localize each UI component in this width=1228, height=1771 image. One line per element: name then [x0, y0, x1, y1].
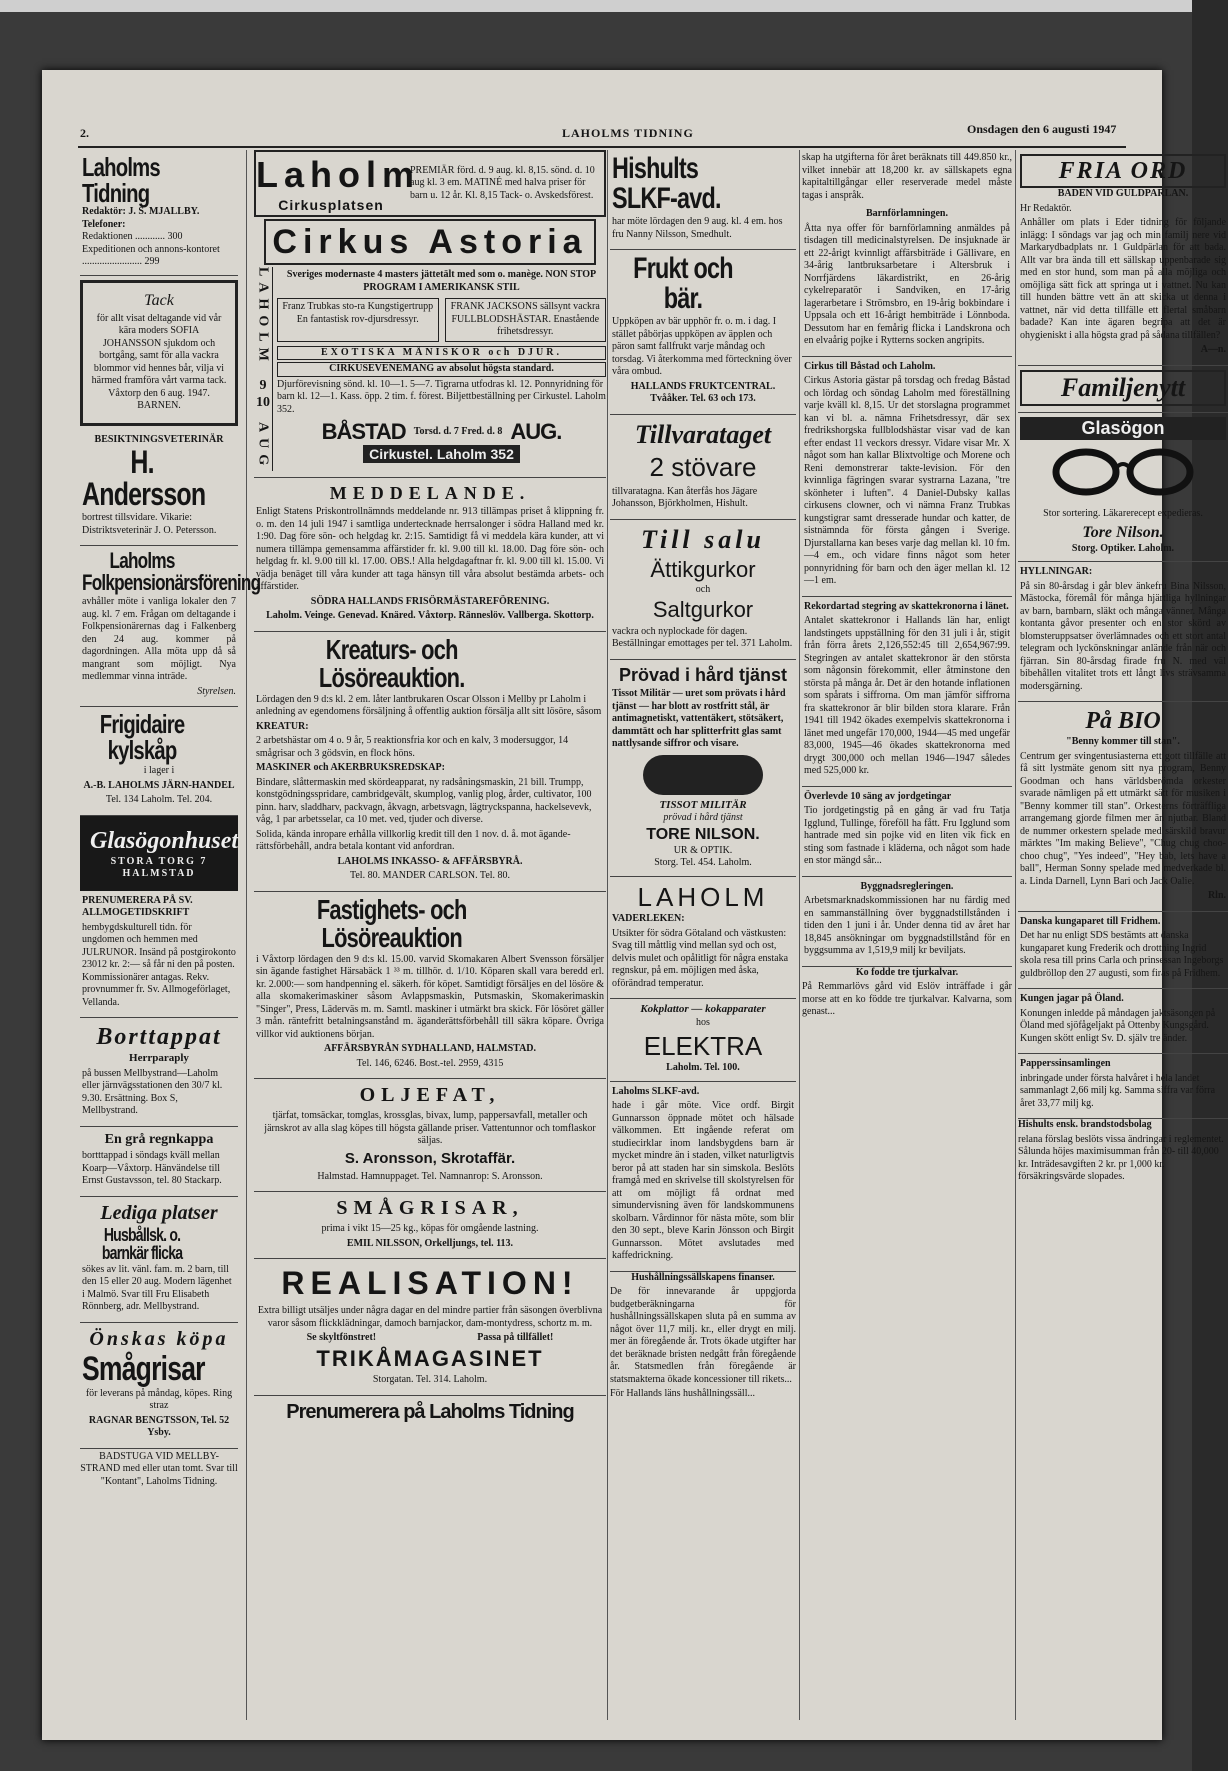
pension-ad — [80, 546, 261, 707]
column-4 — [802, 150, 1012, 1021]
lost-title: Borttappat — [96, 1024, 222, 1050]
skap-text: skap ha utgifterna för året beräknats till 449.850 kr., vilket innebär att 18,200 kr. av sällskapets egna kapitaltillgångar eller reserverade medel måste tagas i anspråk. — [802, 152, 1012, 201]
pabio-title: På BIO — [1085, 708, 1161, 735]
column-1 — [80, 150, 261, 1490]
smagrisar-title: SMÅGRISAR, — [336, 1197, 524, 1220]
familjenytt-head — [1018, 366, 1228, 414]
medd-sign: SÖDRA HALLANDS FRISÖRMÄSTAREFÖRENING. — [310, 595, 550, 607]
hush-title: Hushållningssällskapens finanser. — [631, 1271, 775, 1283]
hyll-text: På sin 80-årsdag i går blev änkefru Bina Nilsson, Mästocka, föremål för många hjärtliga hyllningar av barn, barnbarn, släkt och många vänner. Många kontanta gåvor presenter och en stor skörd av blomsteruppsatser överlämnades och ett stort antal telegram och lyckönskningar anlände från när och fjärran. Sin 80-årsdag firade fru N. med väl bibehållen vitalitet trots ett långt livs strävsamma modersgärning. — [1020, 580, 1226, 692]
barn-article — [802, 204, 1012, 357]
editor-line: Redaktör: J. S. MJALLBY. — [82, 206, 200, 217]
laholm-block — [256, 152, 421, 215]
oljefat-ad — [254, 1079, 606, 1192]
baden-sign: A—n. — [1200, 344, 1226, 355]
fast-text: i Våxtorp lördagen den 9 d:s kl. 15.00. varvid Skomakaren Albert Svensson försäljer sin ägande fastighet Härsabäck 1 ³³ m. tillhör. d. 1/10. Köparen skall vara beredd erl. kr. 2.000:— som handpenning el. säkerh. för köpet. Samtidigt försäljes en del lösöre & alla skomakerimaskiner såsom Avlappsmaskin, Putsmaskin, Skomakerimaskin "Singer", Press, Läderväs m. m. Samtl. maskiner i utmärkt bra skick. För lösöret gäller 3 mån. räntefritt betalningsanstånd m. äganderättsförbehåll till säkra köpare. Övriga villkor vid auktionens början. — [256, 953, 604, 1040]
real-pass: Passa på tillfället! — [477, 1332, 554, 1344]
djur-text: Djurförevisning sönd. kl. 10—1. 5—7. Tigrarna utfodras kl. 12. Ponnyridning för barn kl. 12—1. Kass. öpp. 2 tim. f. förest. Biljettbeställning per Cirkustel. Laholm 352. — [277, 378, 606, 415]
glas-title: Glasögonhuset — [90, 827, 239, 854]
ko-text: På Remmarlövs gård vid Eslöv inträffade i går morse att en ko födde tre tjurkalvar. Kalvarna, som genast... — [802, 981, 1012, 1017]
vader-title: VADERLEKEN: — [612, 913, 685, 925]
hish-text: relana förslag beslöts vissa ändringar i reglementet. Sålunda höjes maximisumman från 20- till 40,000 kr. Inträdesavgiften 2 kr. pr 1,000 kr. försäkringsvärde slopades. — [1018, 1133, 1224, 1183]
issue-date: Onsdagen den 6 augusti 1947 — [967, 122, 1117, 136]
smag-text: för leverans på måndag, köpes. Ring straz — [85, 1387, 233, 1412]
cirkustel: Cirkustel. Laholm 352 — [363, 445, 520, 463]
kreatur-ad — [254, 632, 606, 892]
astoria-body — [254, 267, 606, 471]
pension-text: avhåller möte i vanliga lokaler den 7 aug. kl. 7 em. Frågan om deltagande i Folkpensionärernas dag i Falkenberg den 24 aug. kommer på dagordningen. Alla möta upp då så mangrant som möjligt. Nya medlemmar vinna inträde. — [82, 596, 236, 682]
hush-article — [610, 1272, 796, 1401]
real-title: REALISATION! — [281, 1265, 579, 1302]
fast-title: Fastighets- och Lösöreauktion — [316, 893, 467, 953]
stovare-text: tillvaratagna. Kan återfås hos Jägare Johansson, Björkholmen, Hishult. — [612, 485, 758, 509]
fast-sign: AFFÄRSBYRÅN SYDHALLAND, HALMSTAD. — [323, 1043, 537, 1055]
acts-row — [277, 296, 606, 344]
stovare: 2 stövare — [649, 452, 757, 482]
fastighets-ad — [254, 892, 606, 1080]
fam-title: Familjenytt — [1020, 370, 1226, 407]
hish-title: Hishults ensk. brandstodsbolag — [1018, 1119, 1152, 1131]
column-rule — [246, 150, 247, 1720]
cirkusevenemang: CIRKUSEVENEMANG av absolut högsta standard. — [277, 362, 606, 377]
papper-article — [1018, 1054, 1228, 1119]
cirkus-article — [802, 357, 1012, 597]
kung-title: Kungen jagar på Öland. — [1020, 993, 1124, 1005]
baden-title: BADEN VID GULDPARLAN. — [1057, 188, 1189, 199]
laholm-title: Laholm — [256, 154, 421, 195]
stor-text: Stor sortering. Läkarerecept expedieras. — [1043, 508, 1203, 520]
astoria-program — [273, 267, 606, 471]
bastad: BÅSTAD — [321, 419, 406, 444]
hush-text2: För Hallands läns hushållningssäll... — [610, 1388, 755, 1399]
onskas-title: Önskas köpa — [89, 1327, 229, 1350]
tissot-sub: prövad i hård tjänst — [663, 812, 743, 824]
page-number: 2. — [80, 126, 89, 140]
slkf-title: Laholms SLKF-avd. — [612, 1085, 700, 1097]
newspaper-page — [42, 70, 1226, 1740]
till-title: Tillvarataget — [634, 419, 772, 449]
barn-title: Barnförlamningen. — [866, 208, 948, 219]
premiar-text: PREMIÄR förd. d. 9 aug. kl. 8,15. sönd. d. 10 aug kl. 3 em. MATINÉ med halva priser för barn u. 12 år. Kl. 8,15 Tack- o. Avskedsförest. — [410, 164, 595, 201]
smagrisar-ad-col1 — [80, 1323, 238, 1449]
laholm-weather-title: LAHOLM — [637, 881, 769, 912]
real-sky: Se skyltfönstret! — [306, 1332, 377, 1344]
mask-list: Bindare, slåttermaskin med skördeapparat, ny radsåningsmaskin, 21 bill. Trumpp, konstgödningsspridare, cambridgevält, skumplog, vanlig plog, årder, cultivator, 100 pinn. harv, sladdharv, packvagn, åkvagn, arbetsvagn, lägtryckspanna, hackelsevevk, våg, 1 par arbetsselar, ca 10 met. ved, tjuder och diverse. — [256, 776, 592, 826]
lost-sub: Herrparaply — [129, 1052, 189, 1064]
sv-title: PRENUMERERA PÅ SV. ALLMOGETIDSKRIFT — [82, 894, 193, 918]
slkf-text: hade i går möte. Vice ordf. Birgit Gunnarsson öppnade mötet och hälsade välkommen. Ett ingående referat om studiecirklar inom landsbygdens barn är mycket mindre än i staden, vilket naturligtvis beror på att staden har sin simskola. Beslöts framgå med en skrivelse till skolstyrelsen för att om möjligt få ordnat med simundervisning även för landskommunens skolbarn. Vårdinnor för nästa möte, som blir den 30 sept., bleve Karin Jönsson och Birgit Gunnarsson. Mötet avslutades med kaffedrickning. — [612, 1100, 794, 1261]
cirkus-text: Cirkus Astoria gästar på torsdag och fredag Båstad och lördag och söndag Laholm med föreställning varje kväll kl. 8,15. Ur det storslagna programmet kan vi bl. a. nämna Frihetsdressyr, där sex fredrikshorgska fullblodshästar visar vad de kan efter endast 11 veckors dressyr. Vidare visar Mr. X något som han kallar Blixtvoltige och Morene och Reni demonstrerar takte-levision. För den kvinnliga fägringen svarar systrarna Lazana, "tre skönheter i luften". 4 Daniel-Dubsky kallas cirkusens clowner, och vi nämna Franz Trubkas kungstigrar samt dresserade hundar och katter, de sistnämnda för första gången i Sverige. Djurstallarna kan beses varje dag mellan kl. 10 fm.—4 em., och vidare finns något som heter ponnyridning för barn och den äger mellan kl. 12 —1 em. — [804, 375, 1010, 586]
vader-text: Utsikter för södra Götaland och västkusten: Svag till måttlig vind mellan syd och ost, delvis mulet och opålitligt för några enstaka regnskur, på em. möjligen med åska, oförändrad temperatur. — [612, 927, 789, 989]
medd-places: Laholm. Veinge. Genevad. Knäred. Våxtorp. Ränneslöv. Vallberga. Skottorp. — [266, 610, 594, 622]
vader-ad — [610, 877, 796, 1000]
bio-sign: Rln. — [1207, 890, 1226, 902]
vet-name: H. Andersson — [82, 444, 206, 512]
barn-text: Åtta nya offer för barnförlamning anmäldes på tisdagen till medicinalstyrelsen. De insjuknade är ett 22-årigt kvinnligt affärsbiträde i Gällivare, en 34-årig lantbruksarbetare i Altersbruk i Norrfjärdens läkardistrikt, en 26-årig cykelreparatör i Sandviken, en 17-årig lagerarbetare i Strömsbro, en 19-årig bokbindare i Uppsala och ett 16-årigt hembiträde i Lönnboda. Dessutom har en femårig flicka i Landskrona och en elvaårig pojke i Rytterns socken angripits. — [804, 222, 1010, 346]
fria-ord-section — [1018, 150, 1228, 366]
frig-firm: A.-B. LAHOLMS JÄRN-HANDEL — [83, 779, 235, 791]
column-rule — [799, 150, 800, 1720]
smag-name: RAGNAR BENGTSSON, Tel. 52 Ysby. — [88, 1414, 230, 1439]
cirkus-title: Cirkus till Båstad och Laholm. — [804, 360, 936, 372]
kreatur-head: KREATUR: — [256, 720, 309, 732]
side-days: 9 10 — [256, 377, 270, 411]
salt: Saltgurkor — [652, 597, 754, 622]
frukt-text: Uppköpen av bär upphör fr. o. m. i dag. I stället påbörjas uppköpen av äpplen och päron samt fallfrukt varje måndag och torsdag. Vi återkomma med förteckning över våra ombud. — [612, 316, 792, 377]
vet-text: bortrest tillsvidare. Vikarie: Distriktsveterinär J. O. Petersson. — [82, 512, 217, 536]
frigidaire-ad — [80, 707, 238, 816]
watch-image — [643, 755, 763, 795]
tore-tel: Storg. Tel. 454. Laholm. — [654, 857, 752, 869]
bastad-row — [277, 418, 606, 446]
husb-title: Husbållsk. o. barnkär flicka — [101, 1224, 183, 1263]
kappa-text: bortttappad i söndags kväll mellan Koarp—Våxtorp. Hänvändelse till Ernst Gustavsson, tel. 80 Stackarp. — [82, 1150, 222, 1187]
real-text: Extra billigt utsäljes under några dagar en del mindre partier från säsongen överblivna varor såsom flickklädningar, damoch barnjackor, dam-montydress, schortz m. m. — [257, 1305, 603, 1329]
page-header — [42, 122, 1162, 148]
hyll-article — [1018, 562, 1228, 702]
column-2 — [254, 150, 606, 1422]
bastad-aug: AUG. — [510, 419, 562, 444]
papper-title: Papperssinsamlingen — [1020, 1058, 1111, 1070]
slkf-article — [610, 1082, 796, 1272]
sv-ad — [80, 891, 238, 1019]
smagrisar-ad — [254, 1192, 606, 1259]
fast-tel: Tel. 146, 6246. Bost.-tel. 2959, 4315 — [356, 1057, 504, 1069]
ko-title: Ko fodde tre tjurkalvar. — [855, 966, 959, 978]
glas-addr: STORA TORG 7 HALMSTAD — [110, 855, 208, 879]
rekord-title: Rekordartad stegring av skattekronorna i länet. — [804, 600, 1009, 612]
tissot-ad — [610, 660, 796, 877]
smagrisar-name: EMIL NILSSON, Orkelljungs, tel. 113. — [346, 1237, 514, 1249]
bygg-text: Arbetsmarknadskommissionen har nu färdig med en sammanställning över byggnadstillstånden i tiden den 1 juni i år. Under denna tid av året har 18,845 ansökningar om byggnadstillstånd för en byggsumma av 1,519,9 milj kr beviljats. — [804, 895, 1010, 956]
fria-title: FRIA ORD — [1020, 154, 1226, 188]
frank-act: FRANK JACKSONS sällsynt vackra FULLBLODSHÄSTAR. Enastående frihetsdressyr. — [445, 298, 607, 342]
pension-sign: Styrelsen. — [197, 685, 236, 697]
phone-redaktion: Redaktionen ............ 300 — [82, 231, 183, 242]
overlevde-title: Överlevde 10 säng av jordgetingar — [804, 790, 952, 802]
paper-name: LAHOLMS TIDNING — [562, 126, 694, 140]
phones-label: Telefoner: — [82, 218, 126, 230]
tore-nilson: Tore Nilson. — [1082, 523, 1164, 541]
medd-text: Enligt Statens Priskontrollnämnds meddelande nr. 913 tillämpas priset å klippning fr. o. m. den 14 juli 1947 i samtliga undertecknade herrsalonger i södra Halland med kr. 1:90. Dag före sön- och helgdag kr. 2:15. Samtidigt få vi meddela kära kunder, att vi numera tillämpa gemensamma affärstider fr. kl. 9.00 till kl. 18.00. Dag före sön- och helgdag fr. kl. 9.00 till kl. 17.00. OBS.! Alla helgdagaftnar fr. kl. 9.00 till kl. 15.00. Vi vädja benäget till våra kunder att taga hänsyn till våra absolut bestämda arbets- och affärstider. — [256, 506, 604, 593]
hush-text: De för innevarande år uppgjorda budgetberäkningarna för hushållningssällskapen sluta på en summa av något över 11,7 milj. kr., eller drygt en milj. mer än föregående år. Trots ökade utgifter har det beräknade bristen nedgått från föregående år. Statsmedlen från föregående är statsmakterna ökade koncessioner till rikets... — [610, 1286, 796, 1385]
hishults-text: har möte lördagen den 9 aug. kl. 4 em. hos fru Nanny Nilsson, Smedhult. — [612, 216, 783, 240]
salu-ad — [610, 520, 796, 660]
lost-text: på bussen Mellbystrand—Laholm eller järnvägsstationen den 30/7 kl. 9.30. Ersättning. Box S, Mellbystrand. — [82, 1067, 223, 1117]
frukt-ad — [610, 250, 796, 415]
bastad-dates: Torsd. d. 7 Fred. d. 8 — [413, 425, 503, 437]
danska-article — [1018, 912, 1228, 990]
provad-text: Tissot Militär — uret som prövats i hård tjänst — har blott av rostfritt stål, är antimagnetiskt, vattentäkert, stötsäkert, dammtätt och har splitterfritt glas samt nattlysande siffror och visare. — [612, 688, 786, 749]
side-letters — [254, 267, 273, 471]
bio-sub: "Benny kommer till stan". — [1066, 736, 1180, 748]
tack-text: för allt visat deltagande vid vår kära moders SOFIA JOHANSSON sjukdom och bortgång, samt för alla vackra blommor vid hennes bår, vilja vi härmed framföra vårt varma tack. Våxtorp den 6 aug. 1947. BARNEN. — [91, 312, 227, 411]
danska-text: Det har nu enligt SDS bestämts att danska kungaparet kung Frederik och drottning Ingrid skola resa till prins Carla och prinsessan Ingeborgs guldbröllop den 27 augusti, som firas på Fridhem. — [1020, 930, 1224, 979]
sveriges-text: Sveriges modernaste 4 masters jättetält med som o. manège. NON STOP PROGRAM I AMERIKANSK STIL — [286, 269, 597, 293]
mask-tel: Tel. 80. MANDER CARLSON. Tel. 80. — [349, 870, 511, 882]
mask-note: Solida, kända inropare erhålla villkorlig kredit till den 1 nov. d. å. mot äganderättsförbehåll, andra betala kontant vid anfordran. — [256, 828, 571, 853]
attik: Ättikgurkor — [650, 557, 756, 582]
overlevde-text: Tio jordgetingstig på en gång är vad fru Tatja Igglund, Tullinge, föreföll ha fått. Fru Igglund som hantrade med sin pojke vid en liten vik fick en sting som fastnade i kläderna, och något som hade en stor mängd sår... — [804, 805, 1010, 866]
cirkusplatsen: Cirkusplatsen — [278, 197, 384, 213]
frukt-sign: HALLANDS FRUKTCENTRAL. Tvååker. Tel. 63 och 173. — [630, 380, 776, 404]
vet-label: BESIKTNINGSVETERINÄR — [94, 433, 224, 445]
tillvarataget-ad — [610, 415, 796, 520]
och: och — [695, 583, 711, 595]
frukt-title: Frukt och bär. — [633, 252, 733, 315]
tack-title: Tack — [144, 291, 174, 309]
olje-addr: Halmstad. Hamnuppaget. Tel. Namnanrop: S. Aronsson. — [317, 1170, 543, 1182]
hr-red: Hr Redaktör. — [1020, 202, 1072, 214]
glasogon-title: Glasögon — [1020, 417, 1226, 440]
prenum-ad: Prenumerera på Laholms Tidning — [286, 1400, 574, 1423]
kreatur-title: Kreaturs- och Lösöreauktion. — [318, 633, 465, 693]
hishults-title: Hishults SLKF-avd. — [612, 152, 721, 215]
bygg-article — [802, 877, 1012, 967]
frig-sub: i lager i — [143, 765, 175, 776]
elektra-ad — [610, 999, 796, 1081]
kokplattor: Kokplattor — kokapparater — [640, 1003, 766, 1016]
astoria-title: Cirkus Astoria — [264, 219, 595, 265]
glasses-icon — [1048, 446, 1198, 496]
tissot-brand: TISSOT MILITÄR — [659, 798, 747, 811]
frig-tel: Tel. 134 Laholm. Tel. 204. — [105, 794, 213, 805]
phone-expedition: Expeditionen och annons-kontoret ........................ 299 — [82, 243, 220, 267]
danska-title: Danska kungaparet till Fridhem. — [1020, 915, 1161, 927]
realisation-ad — [254, 1259, 606, 1396]
bio-text: Centrum ger svingentusiasterna ett gott tillfälle att få sitt lystmäte genom sitt nya program, Benny Goodman och hans världsberömda orkester svarade nämligen på ett utmärkt sätt för musiken i "Benny kommer till stan". Orkesterns förträffliga arrangemang gjorde filmen mer än njutbar. Bland de nummer orkestern spelade med särskild bravur märktes "Im making Believe", "Chug chug choo-choo chug", "Yes indeed", "Hey bab, lets have a ball", Herman Sonny spelade med medverkade bl. a. Linda Darnell, Lynn Bari och Jack Oalie. — [1020, 750, 1226, 887]
smag-title: Smågrisar — [82, 1349, 205, 1388]
mask-head: MASKINER och AKERBRUKSREDSKAP: — [256, 762, 445, 774]
olje-firm: S. Aronsson, Skrotaffär. — [344, 1149, 516, 1167]
hishults-ad — [610, 150, 796, 250]
frig-title: Frigidaire kylskåp — [99, 709, 185, 765]
olje-title: OLJEFAT, — [359, 1084, 501, 1107]
kreatur-list: 2 arbetshästar om 4 o. 9 år, 5 reaktionsfria kor och en kalv, 3 modersuggor, 14 smågrisar och 3 gödsvin, en flock höns. — [256, 735, 569, 759]
astoria-title-wrap — [254, 221, 606, 264]
provad-title: Prövad i hård tjänst — [618, 664, 788, 685]
tore-sub: UR & OPTIK. — [673, 844, 733, 856]
masthead-title: Laholms Tidning — [82, 152, 160, 208]
baden-text: Anhåller om plats i Eder tidning för följande inlägg: I söndags var jag och min familj nere vid Markarydbadplats nr. 1 Guldpärlan för att bada. Allt var bra ända till ett sällskap uppenbarade sig med en stor hund, som man på alla möjliga och omöjliga sätt fick att springa ut i vattnet. Nu kan till hunden bättre vett än att skicka ut denna i vattnet, när vid detta tillfälle ett flertal småbarn badade? Kan inte ägaren begripa att det är ohygieniskt i alla högsta grad på sådana tillfällen? — [1020, 217, 1226, 341]
trika-addr: Storgatan. Tel. 314. Laholm. — [372, 1374, 488, 1386]
hish-article — [1018, 1119, 1228, 1184]
stuga-ad: BADSTUGA VID MELLBY-STRAND med eller utan tomt. Svar till "Kontant", Laholms Tidning. — [80, 1450, 238, 1487]
sv-text: hembygdskulturell tidn. för ungdomen och hemmen med JULRUNOR. Insänd på postgirokonto 23012 kr. 2:— så får ni den på posten. Kommissionärer antagas. Rekv. provnummer fr. Sv. Allmogeförlaget, Vellanda. — [82, 921, 236, 1008]
hos: hos — [696, 1017, 710, 1028]
smagrisar-text: prima i vikt 15—25 kg., köpas för omgående lastning. — [321, 1223, 539, 1235]
column-rule — [607, 150, 608, 1720]
column-5 — [1018, 150, 1228, 1186]
ledig-ad — [80, 1197, 238, 1323]
papper-text: inbringade under första halvåret i hela landet sammanlagt 2,66 milj kg. Samma siffra var förra året 33,77 milj kg. — [1020, 1072, 1216, 1109]
rekord-text: Antalet skattekronor i Hallands län har, enligt landstingets uppställning för den 31 juli i år, stigit från förra årets 2,126,552:45 till 2,654,967:99. Stegringen av antalet skattekronor är den största som någonsin förekommit, eller åtminstone den största på många år. Det är den hotande inflationen som spårats i siffrorna. Om man jämför siffrorna fra skattekronor är blir bilden stora klarare. Från 1941 till 1942 ökades exempelvis skattekronorna i länet med ungefär 170,000, 1944—45 med ungefär 83,000, 1945—46 ökades skattekronorna med drygt 300,000 och mellan 1946—1947 således med 525,000 kr. — [804, 615, 1010, 776]
pension-title: Laholms Folkpensionärsförening — [82, 548, 261, 595]
ko-article — [802, 967, 1012, 1019]
masthead — [80, 150, 238, 276]
top-strip — [0, 0, 1192, 12]
kung-text: Konungen inledde på måndagen jaktsäsongen på Öland med sjöfågeljakt på Ottenby Kungsgård. Kungen skött enligt Sv. D. själv tre änder. — [1020, 1007, 1216, 1044]
bygg-title: Byggnadsregleringen. — [860, 880, 954, 892]
side-laholm: LAHOLM — [255, 267, 271, 367]
bio-article — [1018, 702, 1228, 912]
elektra: ELEKTRA — [643, 1030, 763, 1061]
exotiska: EXOTISKA MÄNISKOR och DJUR. — [277, 346, 606, 361]
rekord-article — [802, 597, 1012, 787]
tore-sub-5: Storg. Optiker. Laholm. — [1071, 542, 1175, 554]
overlevde-article — [802, 787, 1012, 877]
vet-ad — [80, 430, 238, 547]
column-rule — [1015, 150, 1016, 1720]
elektra-tel: Laholm. Tel. 100. — [666, 1062, 740, 1073]
lost-ad — [80, 1018, 238, 1127]
meddelande-ad — [254, 477, 606, 632]
olje-text: tjärfat, tomsäckar, tomglas, krossglas, bivax, lump, pappersavfall, metaller och järnskrot av alla slag köpes till högsta gällande priser. Vattentunnor och tomflaskor säljas. — [264, 1110, 596, 1147]
cirkustel-wrap — [277, 446, 606, 464]
mask-sign: LAHOLMS INKASSO- & AFFÄRSBYRÅ. — [337, 855, 523, 867]
kung-article — [1018, 989, 1228, 1054]
husb-text: sökes av lit. vänl. fam. m. 2 barn, till den 15 eller 20 aug. Modern lägenhet i Malmö. Svar till Fru Elisabeth Rönnberg, adr. Mellbystrand. — [82, 1263, 232, 1313]
laholm-cirkus-header — [254, 150, 606, 217]
ledig-title: Lediga platser — [100, 1201, 218, 1224]
kappa-ad — [80, 1127, 238, 1197]
hyll-title: HYLLNINGAR: — [1020, 566, 1093, 578]
kreatur-text: Lördagen den 9 d:s kl. 2 em. låter lantbrukaren Oscar Olsson i Mellby pr Laholm i anledning av egendomens försäljning å offentlig auktion försälja allt sitt lösöre, såsom — [256, 693, 602, 718]
header-rule — [78, 146, 1126, 148]
franz-act: Franz Trubkas sto-ra Kungstigertrupp En fantastisk rov-djursdressyr. — [277, 298, 439, 342]
salt-text: vackra och nyplockade för dagen. Beställningar emottages per tel. 371 Laholm. — [612, 625, 793, 649]
real-row — [256, 1332, 604, 1345]
glasogon-ad — [1018, 413, 1228, 562]
side-aug: AUG — [255, 421, 271, 471]
glasogonhuset-ad — [80, 816, 238, 891]
salu-title: Till salu — [641, 524, 765, 554]
medd-title: MEDDELANDE. — [329, 482, 531, 503]
column-3 — [610, 150, 796, 1403]
tack-notice — [80, 280, 238, 426]
tore-name: TORE NILSON. — [646, 825, 760, 843]
trika: TRIKÅMAGASINET — [316, 1345, 544, 1371]
kappa-title: En grå regnkappa — [104, 1131, 214, 1147]
